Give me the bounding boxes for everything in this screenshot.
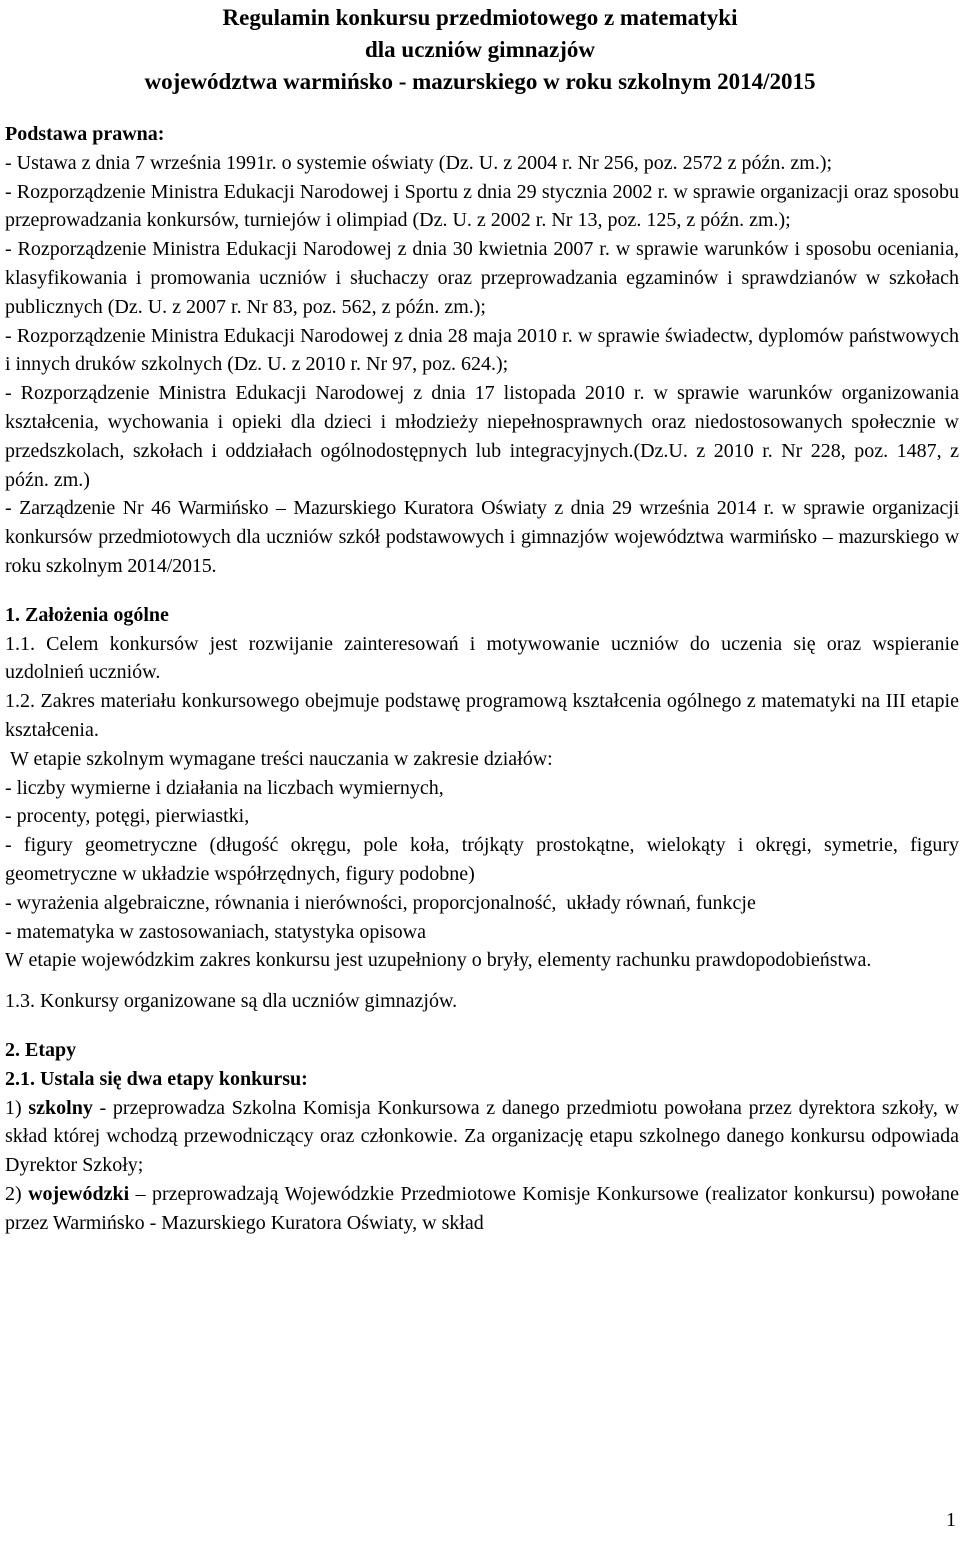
section-1-heading: 1. Założenia ogólne [5,603,169,626]
stage-description: - przeprowadza Szkolna Komisja Konkursowa z danego przedmiotu powołana przez dyrektora szkoły, w skład której wchodzą przewodniczący oraz członkowie. Za organizację etapu szkolnego danego konkursu odpowiada Dyrektor Szkoły; [5,1096,959,1177]
legal-basis-item: - Rozporządzenie Ministra Edukacji Narodowej z dnia 17 listopada 2010 r. w sprawie warunków organizowania kształcenia, wychowania i opieki dla dzieci i młodzieży niepełnosprawnych oraz niedostosowanych społecznie w przedszkolach, szkołach i oddziałach ogólnodostępnych lub integracyjnych.(Dz.U. z 2010 r. Nr 228, poz. 1487, z późn. zm.) [5,382,959,491]
topic-item: - matematyka w zastosowaniach, statystyka opisowa [5,920,426,943]
section-2-heading: 2. Etapy [5,1038,77,1061]
stage-item-school [5,1094,959,1180]
topic-item: - liczby wymierne i działania na liczbach wymiernych, [5,776,444,799]
section-1-paragraph: 1.2. Zakres materiału konkursowego obejmuje podstawę programową kształcenia ogólnego z matematyki na III etapie kształcenia. [5,690,959,741]
section-1-paragraph: 1.3. Konkursy organizowane są dla uczniów gimnazjów. [5,990,458,1013]
legal-basis-item: - Zarządzenie Nr 46 Warmińsko – Mazurskiego Kuratora Oświaty z dnia 29 września 2014 r. w sprawie organizacji konkursów przedmiotowych dla uczniów szkół podstawowych i gimnazjów województwa warmińsko – mazurskiego w roku szkolnym 2014/2015. [5,497,959,577]
legal-basis-heading: Podstawa prawna: [5,123,165,145]
stage-item-voivodeship [5,1180,959,1238]
stage-name: wojewódzki [28,1182,130,1205]
stage-number: 2) [5,1182,29,1205]
topic-item: - wyrażenia algebraiczne, równania i nierówności, proporcjonalność, układy równań, funkcje [5,891,756,914]
document-title [0,2,960,98]
topic-item: - procenty, potęgi, pierwiastki, [5,805,250,828]
topic-item: - figury geometryczne (długość okręgu, pole koła, trójkąty prostokątne, wielokąty i okręgi, symetrie, figury geometryczne w układzie współrzędnych, figury podobne) [5,834,959,885]
section-1-paragraph: W etapie wojewódzkim zakres konkursu jest uzupełniony o bryły, elementy rachunku prawdopodobieństwa. [5,949,872,972]
legal-basis-item: - Rozporządzenie Ministra Edukacji Narodowej z dnia 30 kwietnia 2007 r. w sprawie warunków i sposobu oceniania, klasyfikowania i promowania uczniów i słuchaczy oraz przeprowadzania egzaminów i sprawdzianów w szkołach publicznych (Dz. U. z 2007 r. Nr 83, poz. 562, z późn. zm.); [5,238,959,318]
section-1-paragraph: W etapie szkolnym wymagane treści nauczania w zakresie działów: [5,747,553,770]
legal-basis-item: - Rozporządzenie Ministra Edukacji Narodowej z dnia 28 maja 2010 r. w sprawie świadectw, dyplomów państwowych i innych druków szkolnych (Dz. U. z 2010 r. Nr 97, poz. 624.); [5,324,959,376]
stage-description: – przeprowadzają Wojewódzkie Przedmiotowe Komisje Konkursowe (realizator konkursu) powołane przez Warmińsko - Mazurskiego Kuratora Oświaty, w skład [5,1182,959,1234]
legal-basis-item: - Rozporządzenie Ministra Edukacji Narodowej i Sportu z dnia 29 stycznia 2002 r. w sprawie organizacji oraz sposobu przeprowadzania konkursów, turniejów i olimpiad (Dz. U. z 2002 r. Nr 13, poz. 125, z późn. zm.); [5,180,959,232]
legal-basis-item: - Ustawa z dnia 7 września 1991r. o systemie oświaty (Dz. U. z 2004 r. Nr 256, poz. 2572 z późn. zm.); [5,151,833,174]
title-line-2: dla uczniów gimnazjów [365,37,595,62]
section-1-paragraph: 1.1. Celem konkursów jest rozwijanie zainteresowań i motywowanie uczniów do uczenia się oraz wspieranie uzdolnień uczniów. [5,632,959,684]
title-line-3: województwa warmińsko - mazurskiego w roku szkolnym 2014/2015 [144,69,816,94]
document-body [5,120,959,1237]
stage-number: 1) [5,1096,29,1119]
title-line-1: Regulamin konkursu przedmiotowego z matematyki [222,5,738,30]
stage-name: szkolny [28,1096,93,1119]
page-number: 1 [946,1509,956,1531]
section-2-subheading: 2.1. Ustala się dwa etapy konkursu: [5,1067,308,1090]
